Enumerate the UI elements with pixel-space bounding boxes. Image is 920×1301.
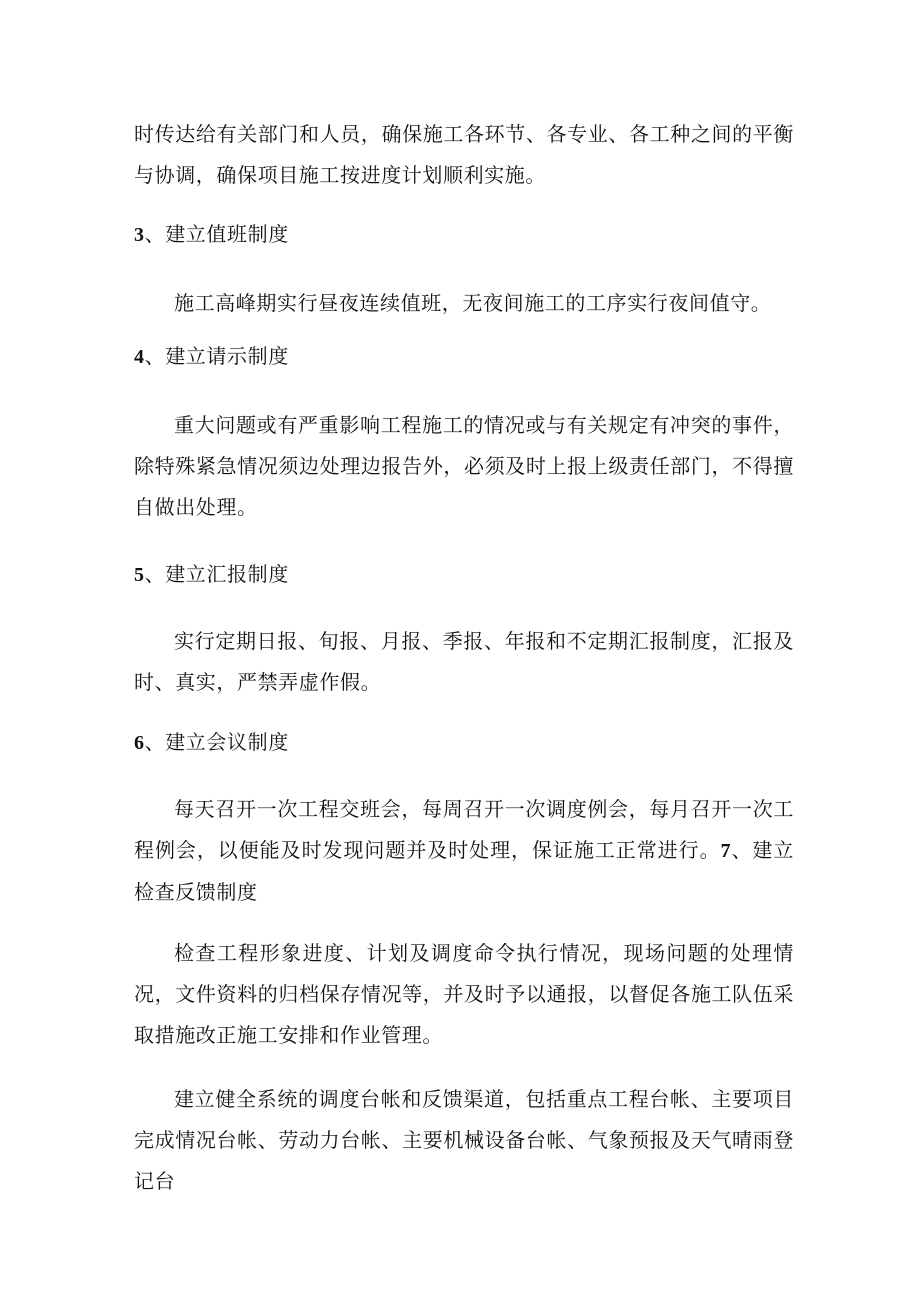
heading-number: 4: [134, 346, 145, 368]
heading-number: 6: [134, 732, 145, 754]
heading-number: 5: [134, 564, 145, 586]
heading-text: 、建立会议制度: [144, 730, 289, 754]
paragraph-continuation: 时传达给有关部门和人员，确保施工各环节、各专业、各工种之间的平衡与协调，确保项目施工按进度计划顺利实施。: [134, 122, 794, 187]
heading-report-system: [134, 554, 289, 596]
paragraph-request: 重大问题或有严重影响工程施工的情况或与有关规定有冲突的事件，除特殊紧急情况须边处理边报告外，必须及时上报上级责任部门，不得擅自做出处理。: [134, 413, 794, 519]
heading-text: 、建立请示制度: [144, 344, 289, 368]
heading-number-inline: 7: [720, 840, 732, 862]
paragraph-duty: 施工高峰期实行昼夜连续值班，无夜间施工的工序实行夜间值守。: [174, 291, 772, 315]
heading-number: 3: [134, 224, 145, 246]
paragraph-report: 实行定期日报、旬报、月报、季报、年报和不定期汇报制度，汇报及时、真实，严禁弄虚作假。: [134, 629, 794, 694]
heading-request-system: [134, 336, 289, 378]
heading-meeting-system: [134, 722, 289, 764]
paragraph-ledger: 建立健全系统的调度台帐和反馈渠道，包括重点工程台帐、主要项目完成情况台帐、劳动力台帐、主要机械设备台帐、气象预报及天气晴雨登记台: [134, 1087, 794, 1193]
heading-text: 、建立值班制度: [144, 222, 289, 246]
paragraph-inspection: 检查工程形象进度、计划及调度命令执行情况，现场问题的处理情况，文件资料的归档保存情况等，并及时予以通报，以督促各施工队伍采取措施改正施工安排和作业管理。: [134, 941, 794, 1047]
heading-duty-system: [134, 214, 289, 256]
paragraph-meeting: [134, 789, 794, 913]
heading-text-inline: 、建立检查反馈制度: [134, 838, 794, 904]
paragraph-meeting-text: 每天召开一次工程交班会，每周召开一次调度例会，每月召开一次工程例会，以便能及时发现问题并及时处理，保证施工正常进行。: [134, 797, 794, 862]
heading-text: 、建立汇报制度: [144, 562, 289, 586]
